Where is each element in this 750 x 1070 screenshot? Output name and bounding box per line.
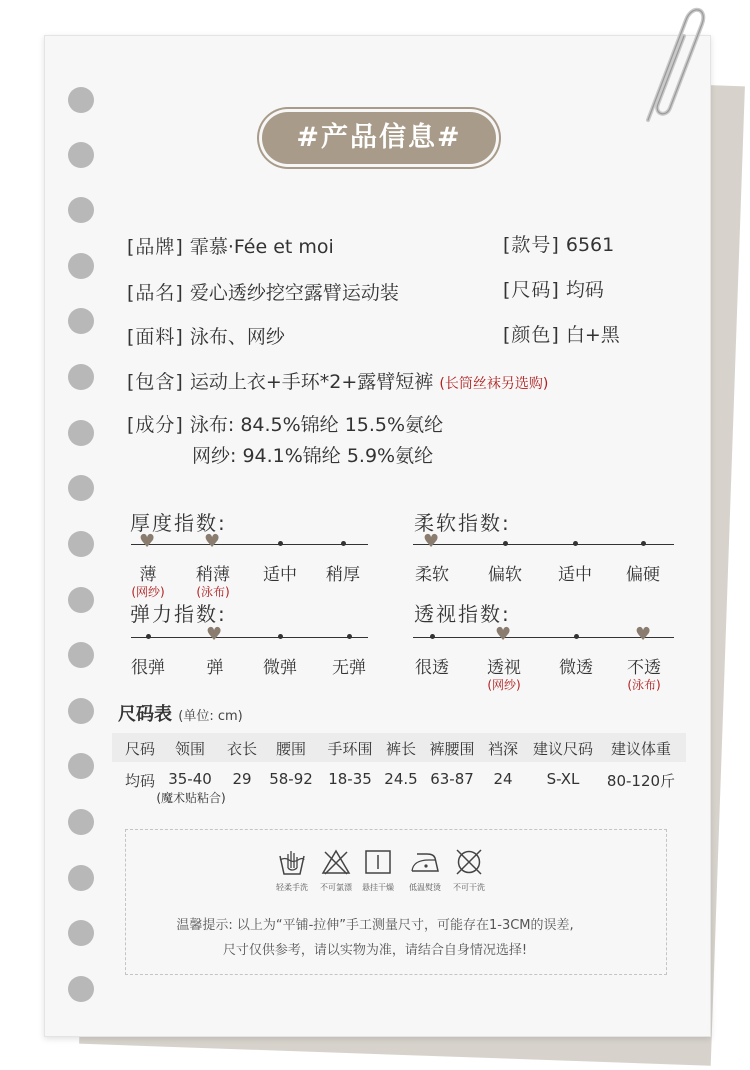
thickness-scale <box>131 531 368 599</box>
sheerness-scale <box>413 624 674 692</box>
includes-key: [包含] <box>127 371 184 393</box>
scale-note: (泳布) <box>196 585 230 599</box>
tip-line-1: 温馨提示: 以上为“平铺-拉伸”手工测量尺寸，可能存在1-3CM的误差, <box>176 918 574 933</box>
size-table-header-cell: 衣长 <box>226 740 258 758</box>
includes-note: (长筒丝袜另选购) <box>439 376 549 392</box>
scale-label: 柔软 <box>415 565 449 585</box>
size-table-header-cell: 裤腰围 <box>429 740 475 758</box>
fabric-value: 泳布、网纱 <box>189 326 285 348</box>
composition-row <box>127 410 443 437</box>
care-item <box>362 848 394 893</box>
care-label: 轻柔手洗 <box>276 883 308 892</box>
composition-line1: 泳布: 84.5%锦纶 15.5%氨纶 <box>189 414 444 436</box>
size-table-cell: 18-35 <box>328 770 372 788</box>
scale-dot <box>573 541 578 546</box>
includes-row <box>127 367 548 394</box>
scale-note: (泳布) <box>627 678 661 692</box>
scale-note: (网纱) <box>131 585 165 599</box>
hand-wash-icon <box>277 848 307 876</box>
heart-marker-icon: ♥ <box>206 624 223 645</box>
scale-label: 稍薄 <box>196 565 230 585</box>
size-table-header-cell: 建议尺码 <box>532 740 594 758</box>
scale-line <box>413 544 674 545</box>
name-row <box>127 278 399 305</box>
style-no-row <box>503 230 614 257</box>
scale-label: 很弹 <box>131 658 165 678</box>
care-item <box>409 848 441 893</box>
softness-title: 柔软指数: <box>414 511 511 535</box>
care-item <box>320 848 352 893</box>
size-table-unit: (单位: cm) <box>178 709 243 724</box>
size-table-header-cell: 手环围 <box>327 740 373 758</box>
paper-clip-icon <box>626 0 706 125</box>
style-no-value: 6561 <box>565 234 615 256</box>
size-table-cell: 58-92 <box>269 770 313 788</box>
color-key: [颜色] <box>503 324 560 346</box>
size-row <box>503 275 604 302</box>
scale-dot <box>278 541 283 546</box>
scale-dot <box>430 634 435 639</box>
includes-value: 运动上衣+手环*2+露臂短裤 <box>189 371 434 393</box>
size-table-cell: 35-40 <box>168 770 212 788</box>
scale-label: 很透 <box>415 658 449 678</box>
hole <box>68 142 94 168</box>
no-dry-clean-icon <box>454 848 484 876</box>
scale-dot <box>347 634 352 639</box>
heart-marker-icon: ♥ <box>139 531 156 552</box>
scale-dot <box>574 634 579 639</box>
size-table-cell: 80-120斤 <box>606 772 676 790</box>
heart-marker-icon: ♥ <box>635 624 652 645</box>
composition-line2: 网纱: 94.1%锦纶 5.9%氨纶 <box>192 445 434 467</box>
size-table-header-cell: 领围 <box>174 740 206 758</box>
scale-label: 偏软 <box>488 565 522 585</box>
scale-label: 稍厚 <box>326 565 360 585</box>
size-table-header-cell: 腰围 <box>275 740 307 758</box>
brand-value: 霏慕·Fée et moi <box>189 236 334 258</box>
composition-key: [成分] <box>127 414 184 436</box>
thickness-title: 厚度指数: <box>130 511 227 535</box>
name-key: [品名] <box>127 282 184 304</box>
size-table-heading: 尺码表 <box>118 704 172 725</box>
fabric-key: [面料] <box>127 326 184 348</box>
hole <box>68 698 94 724</box>
tip-line-2: 尺寸仅供参考，请以实物为准，请结合自身情况选择! <box>222 943 528 958</box>
hole <box>68 87 94 113</box>
size-table-note: (魔术贴粘合) <box>156 791 226 805</box>
page-title: #产品信息# <box>262 112 496 164</box>
scale-label: 偏硬 <box>626 565 660 585</box>
scale-label: 适中 <box>263 565 297 585</box>
hole <box>68 197 94 223</box>
fabric-row <box>127 322 285 349</box>
sheerness-title: 透视指数: <box>414 602 511 626</box>
size-table-header-cell: 建议体重 <box>610 740 672 758</box>
care-item <box>453 848 485 893</box>
color-value: 白+黑 <box>565 324 620 346</box>
elasticity-title: 弹力指数: <box>130 602 227 626</box>
scale-label: 薄 <box>139 565 157 585</box>
scale-note: (网纱) <box>487 678 521 692</box>
care-label: 低温熨烫 <box>409 883 441 892</box>
scale-line <box>131 637 368 638</box>
size-table-header-cell: 裤长 <box>385 740 417 758</box>
hang-dry-icon <box>363 848 393 876</box>
softness-scale <box>413 531 674 585</box>
color-row <box>503 320 620 347</box>
scale-label: 微透 <box>559 658 593 678</box>
low-iron-icon <box>409 848 441 876</box>
style-no-key: [款号] <box>503 234 560 256</box>
care-label: 不可干洗 <box>453 883 485 892</box>
hole <box>68 420 94 446</box>
scale-label: 适中 <box>558 565 592 585</box>
scale-label: 弹 <box>206 658 224 678</box>
name-value: 爱心透纱挖空露臂运动装 <box>189 282 399 304</box>
no-bleach-icon <box>321 848 351 876</box>
scale-dot <box>503 541 508 546</box>
hole <box>68 865 94 891</box>
hole <box>68 253 94 279</box>
size-table-title <box>118 700 243 726</box>
size-table-cell: 24 <box>493 770 513 788</box>
care-item <box>276 848 308 893</box>
scale-dot <box>146 634 151 639</box>
size-table-cell: 均码 <box>124 772 156 790</box>
size-table-cell: S-XL <box>546 770 580 788</box>
composition-line2-row <box>192 441 433 468</box>
size-table-header-cell: 尺码 <box>124 740 156 758</box>
scale-dot <box>341 541 346 546</box>
size-table-cell: 24.5 <box>384 770 418 788</box>
scale-dot <box>278 634 283 639</box>
hole <box>68 475 94 501</box>
size-table-cell: 29 <box>232 770 252 788</box>
hole <box>68 976 94 1002</box>
care-label: 不可氯漂 <box>320 883 352 892</box>
hole <box>68 364 94 390</box>
scale-label: 微弹 <box>263 658 297 678</box>
hole <box>68 642 94 668</box>
scale-label: 不透 <box>627 658 661 678</box>
scale-label: 透视 <box>487 658 521 678</box>
size-table-header-cell: 裆深 <box>487 740 519 758</box>
heart-marker-icon: ♥ <box>495 624 512 645</box>
scale-dot <box>641 541 646 546</box>
elasticity-scale <box>131 624 368 678</box>
size-table-cell: 63-87 <box>430 770 474 788</box>
brand-key: [品牌] <box>127 236 184 258</box>
scale-line <box>131 544 368 545</box>
hole <box>68 753 94 779</box>
hole <box>68 809 94 835</box>
hole <box>68 308 94 334</box>
size-value: 均码 <box>565 279 604 301</box>
heart-marker-icon: ♥ <box>423 531 440 552</box>
brand-row <box>127 232 334 259</box>
size-key: [尺码] <box>503 279 560 301</box>
care-label: 悬挂干燥 <box>362 883 394 892</box>
hole <box>68 531 94 557</box>
hole <box>68 587 94 613</box>
heart-marker-icon: ♥ <box>204 531 221 552</box>
scale-label: 无弹 <box>332 658 366 678</box>
